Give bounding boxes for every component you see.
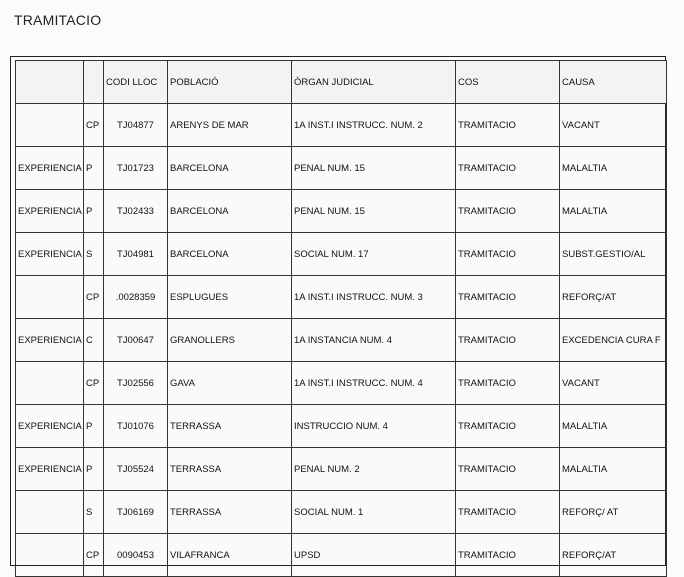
cell-organ: 1A INST.I INSTRUCC. NUM. 2: [292, 104, 456, 147]
table-row: [16, 491, 667, 534]
cell-sub: CP: [84, 534, 104, 577]
cell-cos: TRAMITACIO: [456, 319, 560, 362]
cell-causa: REFORÇ/ AT: [560, 491, 667, 534]
cell-tipus: EXPERIENCIA: [16, 147, 84, 190]
cell-organ: SOCIAL NUM. 17: [292, 233, 456, 276]
table-row: [16, 319, 667, 362]
cell-poblacio: TERRASSA: [168, 448, 292, 491]
cell-sub: S: [84, 491, 104, 534]
cell-code: TJ06169: [104, 491, 168, 534]
cell-code: TJ00647: [104, 319, 168, 362]
cell-poblacio: VILAFRANCA: [168, 534, 292, 577]
cell-sub: S: [84, 233, 104, 276]
cell-cos: TRAMITACIO: [456, 276, 560, 319]
header-codi-lloc: CODI LLOC: [104, 61, 168, 104]
cell-code: TJ02433: [104, 190, 168, 233]
cell-causa: SUBST.GESTIO/AL: [560, 233, 667, 276]
cell-tipus: EXPERIENCIA: [16, 405, 84, 448]
cell-sub: P: [84, 405, 104, 448]
cell-poblacio: TERRASSA: [168, 491, 292, 534]
cell-tipus: [16, 362, 84, 405]
cell-poblacio: GAVA: [168, 362, 292, 405]
cell-causa: MALALTIA: [560, 448, 667, 491]
vacancies-table: [15, 60, 667, 577]
header-cos: COS: [456, 61, 560, 104]
table-row: [16, 147, 667, 190]
cell-causa: VACANT: [560, 104, 667, 147]
cell-poblacio: BARCELONA: [168, 233, 292, 276]
cell-sub: CP: [84, 362, 104, 405]
table-row: [16, 534, 667, 577]
cell-tipus: EXPERIENCIA: [16, 448, 84, 491]
cell-cos: TRAMITACIO: [456, 362, 560, 405]
cell-tipus: EXPERIENCIA: [16, 233, 84, 276]
cell-code: TJ04877: [104, 104, 168, 147]
cell-cos: TRAMITACIO: [456, 491, 560, 534]
cell-cos: TRAMITACIO: [456, 104, 560, 147]
cell-cos: TRAMITACIO: [456, 147, 560, 190]
cell-poblacio: BARCELONA: [168, 190, 292, 233]
cell-causa: EXCEDENCIA CURA F: [560, 319, 667, 362]
cell-causa: MALALTIA: [560, 405, 667, 448]
cell-organ: SOCIAL NUM. 1: [292, 491, 456, 534]
cell-sub: P: [84, 448, 104, 491]
cell-code: TJ01076: [104, 405, 168, 448]
table-row: [16, 405, 667, 448]
cell-poblacio: ESPLUGUES: [168, 276, 292, 319]
cell-causa: VACANT: [560, 362, 667, 405]
cell-poblacio: BARCELONA: [168, 147, 292, 190]
page-title: TRAMITACIO: [14, 12, 102, 28]
cell-cos: TRAMITACIO: [456, 233, 560, 276]
table-row: [16, 190, 667, 233]
cell-causa: MALALTIA: [560, 147, 667, 190]
cell-code: .0028359: [104, 276, 168, 319]
cell-organ: PENAL NUM. 15: [292, 147, 456, 190]
cell-code: 0090453: [104, 534, 168, 577]
cell-organ: 1A INST.I INSTRUCC. NUM. 4: [292, 362, 456, 405]
cell-cos: TRAMITACIO: [456, 405, 560, 448]
cell-sub: P: [84, 147, 104, 190]
table-row: [16, 233, 667, 276]
scanned-sheet: [10, 56, 666, 566]
cell-tipus: [16, 534, 84, 577]
cell-cos: TRAMITACIO: [456, 448, 560, 491]
cell-tipus: [16, 491, 84, 534]
cell-organ: PENAL NUM. 15: [292, 190, 456, 233]
cell-causa: REFORÇ/AT: [560, 534, 667, 577]
cell-tipus: EXPERIENCIA: [16, 319, 84, 362]
cell-sub: P: [84, 190, 104, 233]
cell-organ: PENAL NUM. 2: [292, 448, 456, 491]
cell-code: TJ01723: [104, 147, 168, 190]
header-organ-judicial: ÒRGAN JUDICIAL: [292, 61, 456, 104]
cell-code: TJ02556: [104, 362, 168, 405]
cell-organ: UPSD: [292, 534, 456, 577]
cell-causa: MALALTIA: [560, 190, 667, 233]
cell-sub: CP: [84, 104, 104, 147]
cell-cos: TRAMITACIO: [456, 190, 560, 233]
cell-code: TJ05524: [104, 448, 168, 491]
cell-poblacio: ARENYS DE MAR: [168, 104, 292, 147]
cell-tipus: [16, 104, 84, 147]
cell-tipus: EXPERIENCIA: [16, 190, 84, 233]
header-poblacio: POBLACIÓ: [168, 61, 292, 104]
cell-code: TJ04981: [104, 233, 168, 276]
cell-tipus: [16, 276, 84, 319]
cell-sub: C: [84, 319, 104, 362]
table-row: [16, 104, 667, 147]
cell-sub: CP: [84, 276, 104, 319]
header-sub: [84, 61, 104, 104]
cell-organ: INSTRUCCIO NUM. 4: [292, 405, 456, 448]
cell-poblacio: TERRASSA: [168, 405, 292, 448]
header-row: [16, 61, 667, 104]
table-row: [16, 448, 667, 491]
cell-causa: REFORÇ/AT: [560, 276, 667, 319]
cell-cos: TRAMITACIO: [456, 534, 560, 577]
cell-organ: 1A INSTANCIA NUM. 4: [292, 319, 456, 362]
cell-poblacio: GRANOLLERS: [168, 319, 292, 362]
header-causa: CAUSA: [560, 61, 667, 104]
header-tipus: [16, 61, 84, 104]
cell-organ: 1A INST.I INSTRUCC. NUM. 3: [292, 276, 456, 319]
table-row: [16, 276, 667, 319]
table-row: [16, 362, 667, 405]
